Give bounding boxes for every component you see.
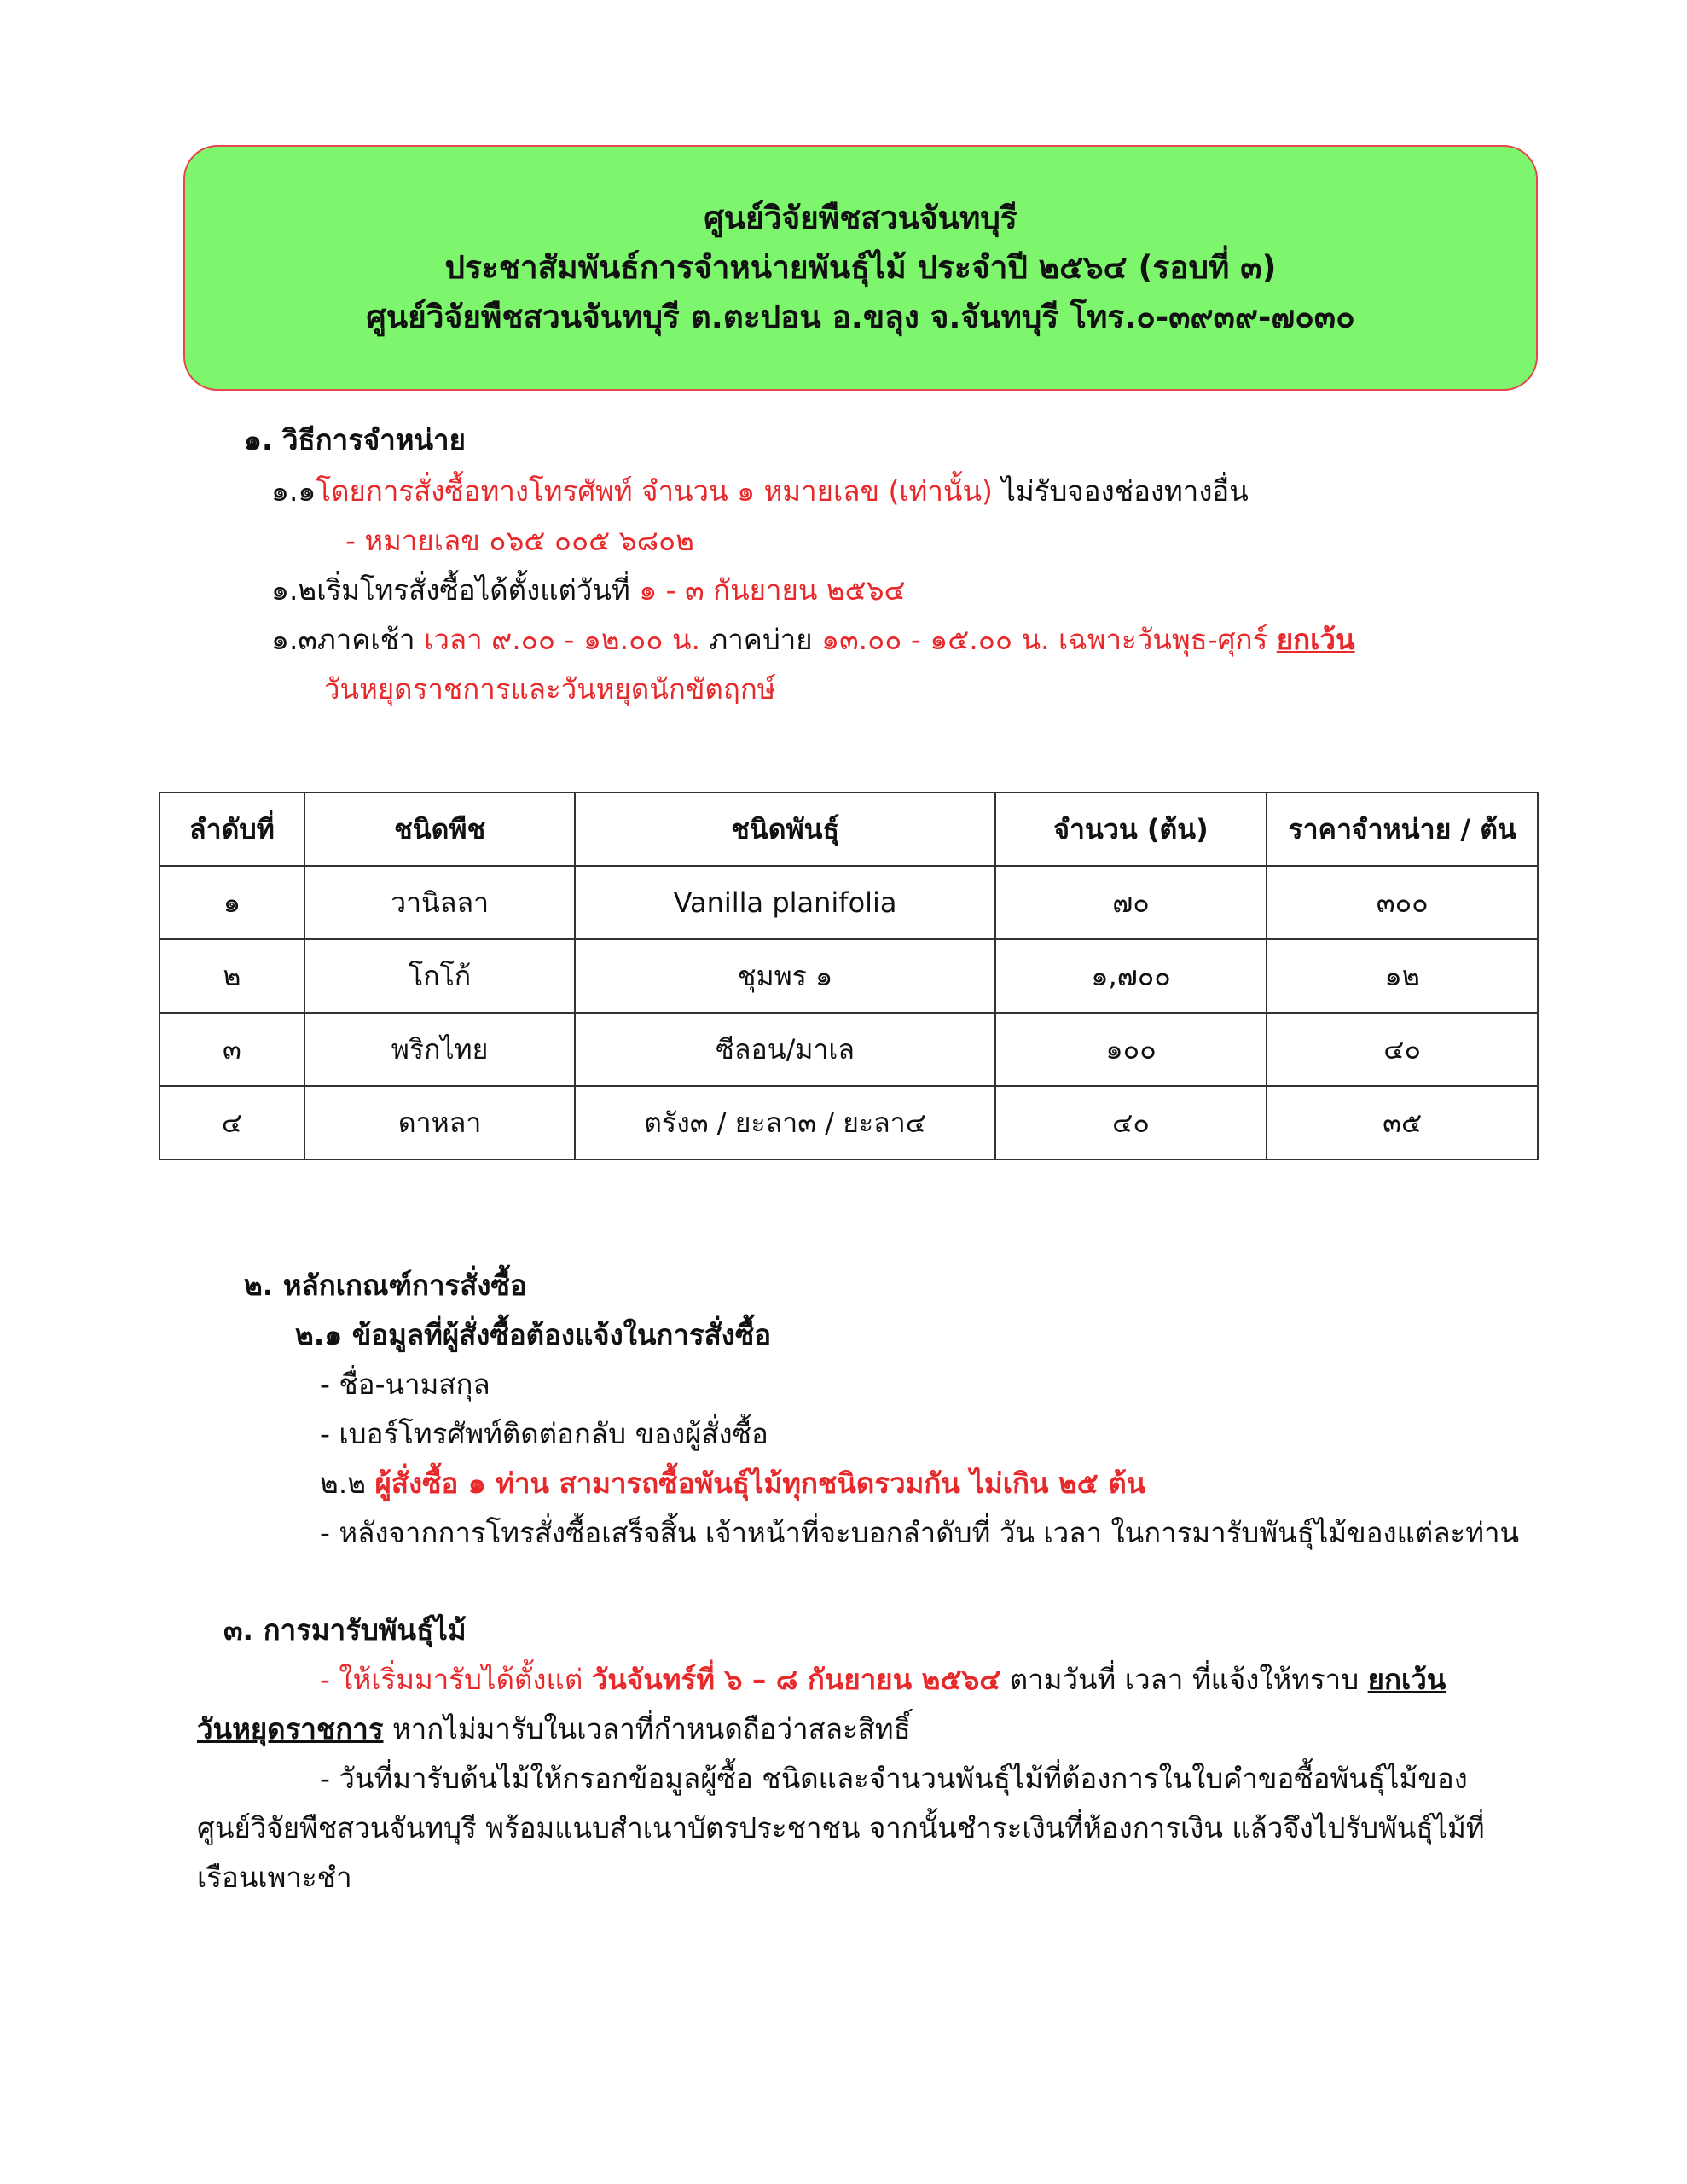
cell-plant-type: โกโก้ xyxy=(304,939,576,1013)
cell-price: ๑๒ xyxy=(1267,939,1538,1013)
col-header-price: ราคาจำหน่าย / ต้น xyxy=(1267,793,1538,866)
pickup-para2-line3: เรือนเพาะชำ xyxy=(197,1861,352,1894)
item-2-2-num: ๒.๒ xyxy=(320,1467,375,1500)
col-header-quantity: จำนวน (ต้น) xyxy=(995,793,1267,866)
pickup-black: ตามวันที่ เวลา ที่แจ้งให้ทราบ xyxy=(1000,1663,1368,1696)
cell-order: ๑ xyxy=(159,866,304,939)
bullet-name: - ชื่อ-นามสกุล xyxy=(320,1368,490,1401)
pickup-para1 xyxy=(320,1663,1446,1697)
item-1-3-num: ๑.๓ภาคเช้า xyxy=(271,623,425,656)
item-1-2-red: ๑ - ๓ กันยายน ๒๕๖๔ xyxy=(639,573,906,607)
item-1-2-text: ๑.๒เริ่มโทรสั่งซื้อได้ตั้งแต่วันที่ xyxy=(271,573,640,607)
cell-variety: ตรัง๓ / ยะลา๓ / ยะลา๔ xyxy=(575,1086,994,1159)
cell-variety: ซีลอน/มาเล xyxy=(575,1013,994,1086)
col-header-variety: ชนิดพันธุ์ xyxy=(575,793,994,866)
pickup-holiday: วันหยุดราชการ xyxy=(197,1712,384,1745)
table-header-row xyxy=(159,793,1538,866)
item-1-3-red1: เวลา ๙.๐๐ - ๑๒.๐๐ น. xyxy=(424,623,700,656)
col-header-plant-type: ชนิดพืช xyxy=(304,793,576,866)
item-1-1-black: ไม่รับจองช่องทางอื่น xyxy=(992,474,1249,508)
item-1-2 xyxy=(271,573,906,607)
plant-stock-table xyxy=(159,792,1539,1160)
item-1-3-line2: วันหยุดราชการและวันหยุดนักขัตฤกษ์ xyxy=(324,672,776,706)
cell-plant-type: พริกไทย xyxy=(304,1013,576,1086)
item-1-1 xyxy=(271,474,1249,508)
cell-quantity: ๔๐ xyxy=(995,1086,1267,1159)
cell-plant-type: ดาหลา xyxy=(304,1086,576,1159)
item-2-2-red: ผู้สั่งซื้อ ๑ ท่าน สามารถซื้อพันธุ์ไม้ทุกชนิดรวมกัน ไม่เกิน ๒๕ ต้น xyxy=(374,1467,1146,1500)
table-row xyxy=(159,1086,1538,1159)
cell-variety: ชุมพร ๑ xyxy=(575,939,994,1013)
item-1-3-mid: ภาคบ่าย xyxy=(699,623,822,656)
cell-plant-type: วานิลลา xyxy=(304,866,576,939)
section3-heading: ๓. การมารับพันธุ์ไม้ xyxy=(223,1613,467,1647)
cell-order: ๔ xyxy=(159,1086,304,1159)
table-row xyxy=(159,1013,1538,1086)
cell-price: ๓๕ xyxy=(1267,1086,1538,1159)
pickup-except: ยกเว้น xyxy=(1367,1663,1446,1696)
header-subtitle: ประชาสัมพันธ์การจำหน่ายพันธุ์ไม้ ประจำปี ๒๕๖๔ (รอบที่ ๓) xyxy=(444,249,1277,286)
header-box xyxy=(183,145,1538,391)
cell-order: ๒ xyxy=(159,939,304,1013)
section2-heading: ๒. หลักเกณฑ์การสั่งซื้อ xyxy=(244,1269,527,1302)
cell-price: ๔๐ xyxy=(1267,1013,1538,1086)
pickup-para2-line2: ศูนย์วิจัยพืชสวนจันทบุรี พร้อมแนบสำเนาบัตรประชาชน จากนั้นชำระเงินที่ห้องการเงิน แล้วจึงไปรับพันธุ์ไม้ที่ xyxy=(197,1811,1485,1844)
header-address: ศูนย์วิจัยพืชสวนจันทบุรี ต.ตะปอน อ.ขลุง จ.จันทบุรี โทร.๐-๓๙๓๙-๗๐๓๐ xyxy=(366,299,1355,335)
bullet-phone: - เบอร์โทรศัพท์ติดต่อกลับ ของผู้สั่งซื้อ xyxy=(320,1417,768,1450)
item-2-1: ๒.๑ ข้อมูลที่ผู้สั่งซื้อต้องแจ้งในการสั่งซื้อ xyxy=(295,1318,772,1351)
bullet-after-order: - หลังจากการโทรสั่งซื้อเสร็จสิ้น เจ้าหน้าที่จะบอกลำดับที่ วัน เวลา ในการมารับพันธุ์ไม้ของแต่ละท่าน xyxy=(320,1516,1520,1549)
pickup-forfeit: หากไม่มารับในเวลาที่กำหนดถือว่าสละสิทธิ์ xyxy=(383,1712,911,1745)
pickup-dates: วันจันทร์ที่ ๖ – ๘ กันยายน ๒๕๖๔ xyxy=(591,1663,1001,1696)
item-1-1-num: ๑.๑ xyxy=(271,474,316,508)
pickup-para2-line1: - วันที่มารับต้นไม้ให้กรอกข้อมูลผู้ซื้อ ชนิดและจำนวนพันธุ์ไม้ที่ต้องการในใบคำขอซื้อพันธุ์ไม้ของ xyxy=(320,1762,1468,1795)
item-2-2 xyxy=(320,1467,1145,1501)
pickup-para1-line2 xyxy=(197,1712,911,1746)
cell-variety: Vanilla planifolia xyxy=(575,866,994,939)
item-1-3 xyxy=(271,623,1355,657)
item-1-3-red2: ๑๓.๐๐ - ๑๕.๐๐ น. เฉพาะวันพุธ-ศุกร์ xyxy=(821,623,1277,656)
col-header-order: ลำดับที่ xyxy=(159,793,304,866)
item-1-1-red: โดยการสั่งซื้อทางโทรศัพท์ จำนวน ๑ หมายเลข (เท่านั้น) xyxy=(316,474,993,508)
cell-quantity: ๗๐ xyxy=(995,866,1267,939)
header-title: ศูนย์วิจัยพืชสวนจันทบุรี xyxy=(704,200,1017,236)
pickup-red: - ให้เริ่มมารับได้ตั้งแต่ xyxy=(320,1663,592,1696)
cell-quantity: ๑๐๐ xyxy=(995,1013,1267,1086)
item-1-3-underline: ยกเว้น xyxy=(1276,623,1355,656)
cell-price: ๓๐๐ xyxy=(1267,866,1538,939)
cell-order: ๓ xyxy=(159,1013,304,1086)
phone-number: - หมายเลข ๐๖๕ ๐๐๕ ๖๘๐๒ xyxy=(345,524,694,557)
table-row xyxy=(159,939,1538,1013)
section1-heading: ๑. วิธีการจำหน่าย xyxy=(244,423,466,456)
table-row xyxy=(159,866,1538,939)
cell-quantity: ๑,๗๐๐ xyxy=(995,939,1267,1013)
